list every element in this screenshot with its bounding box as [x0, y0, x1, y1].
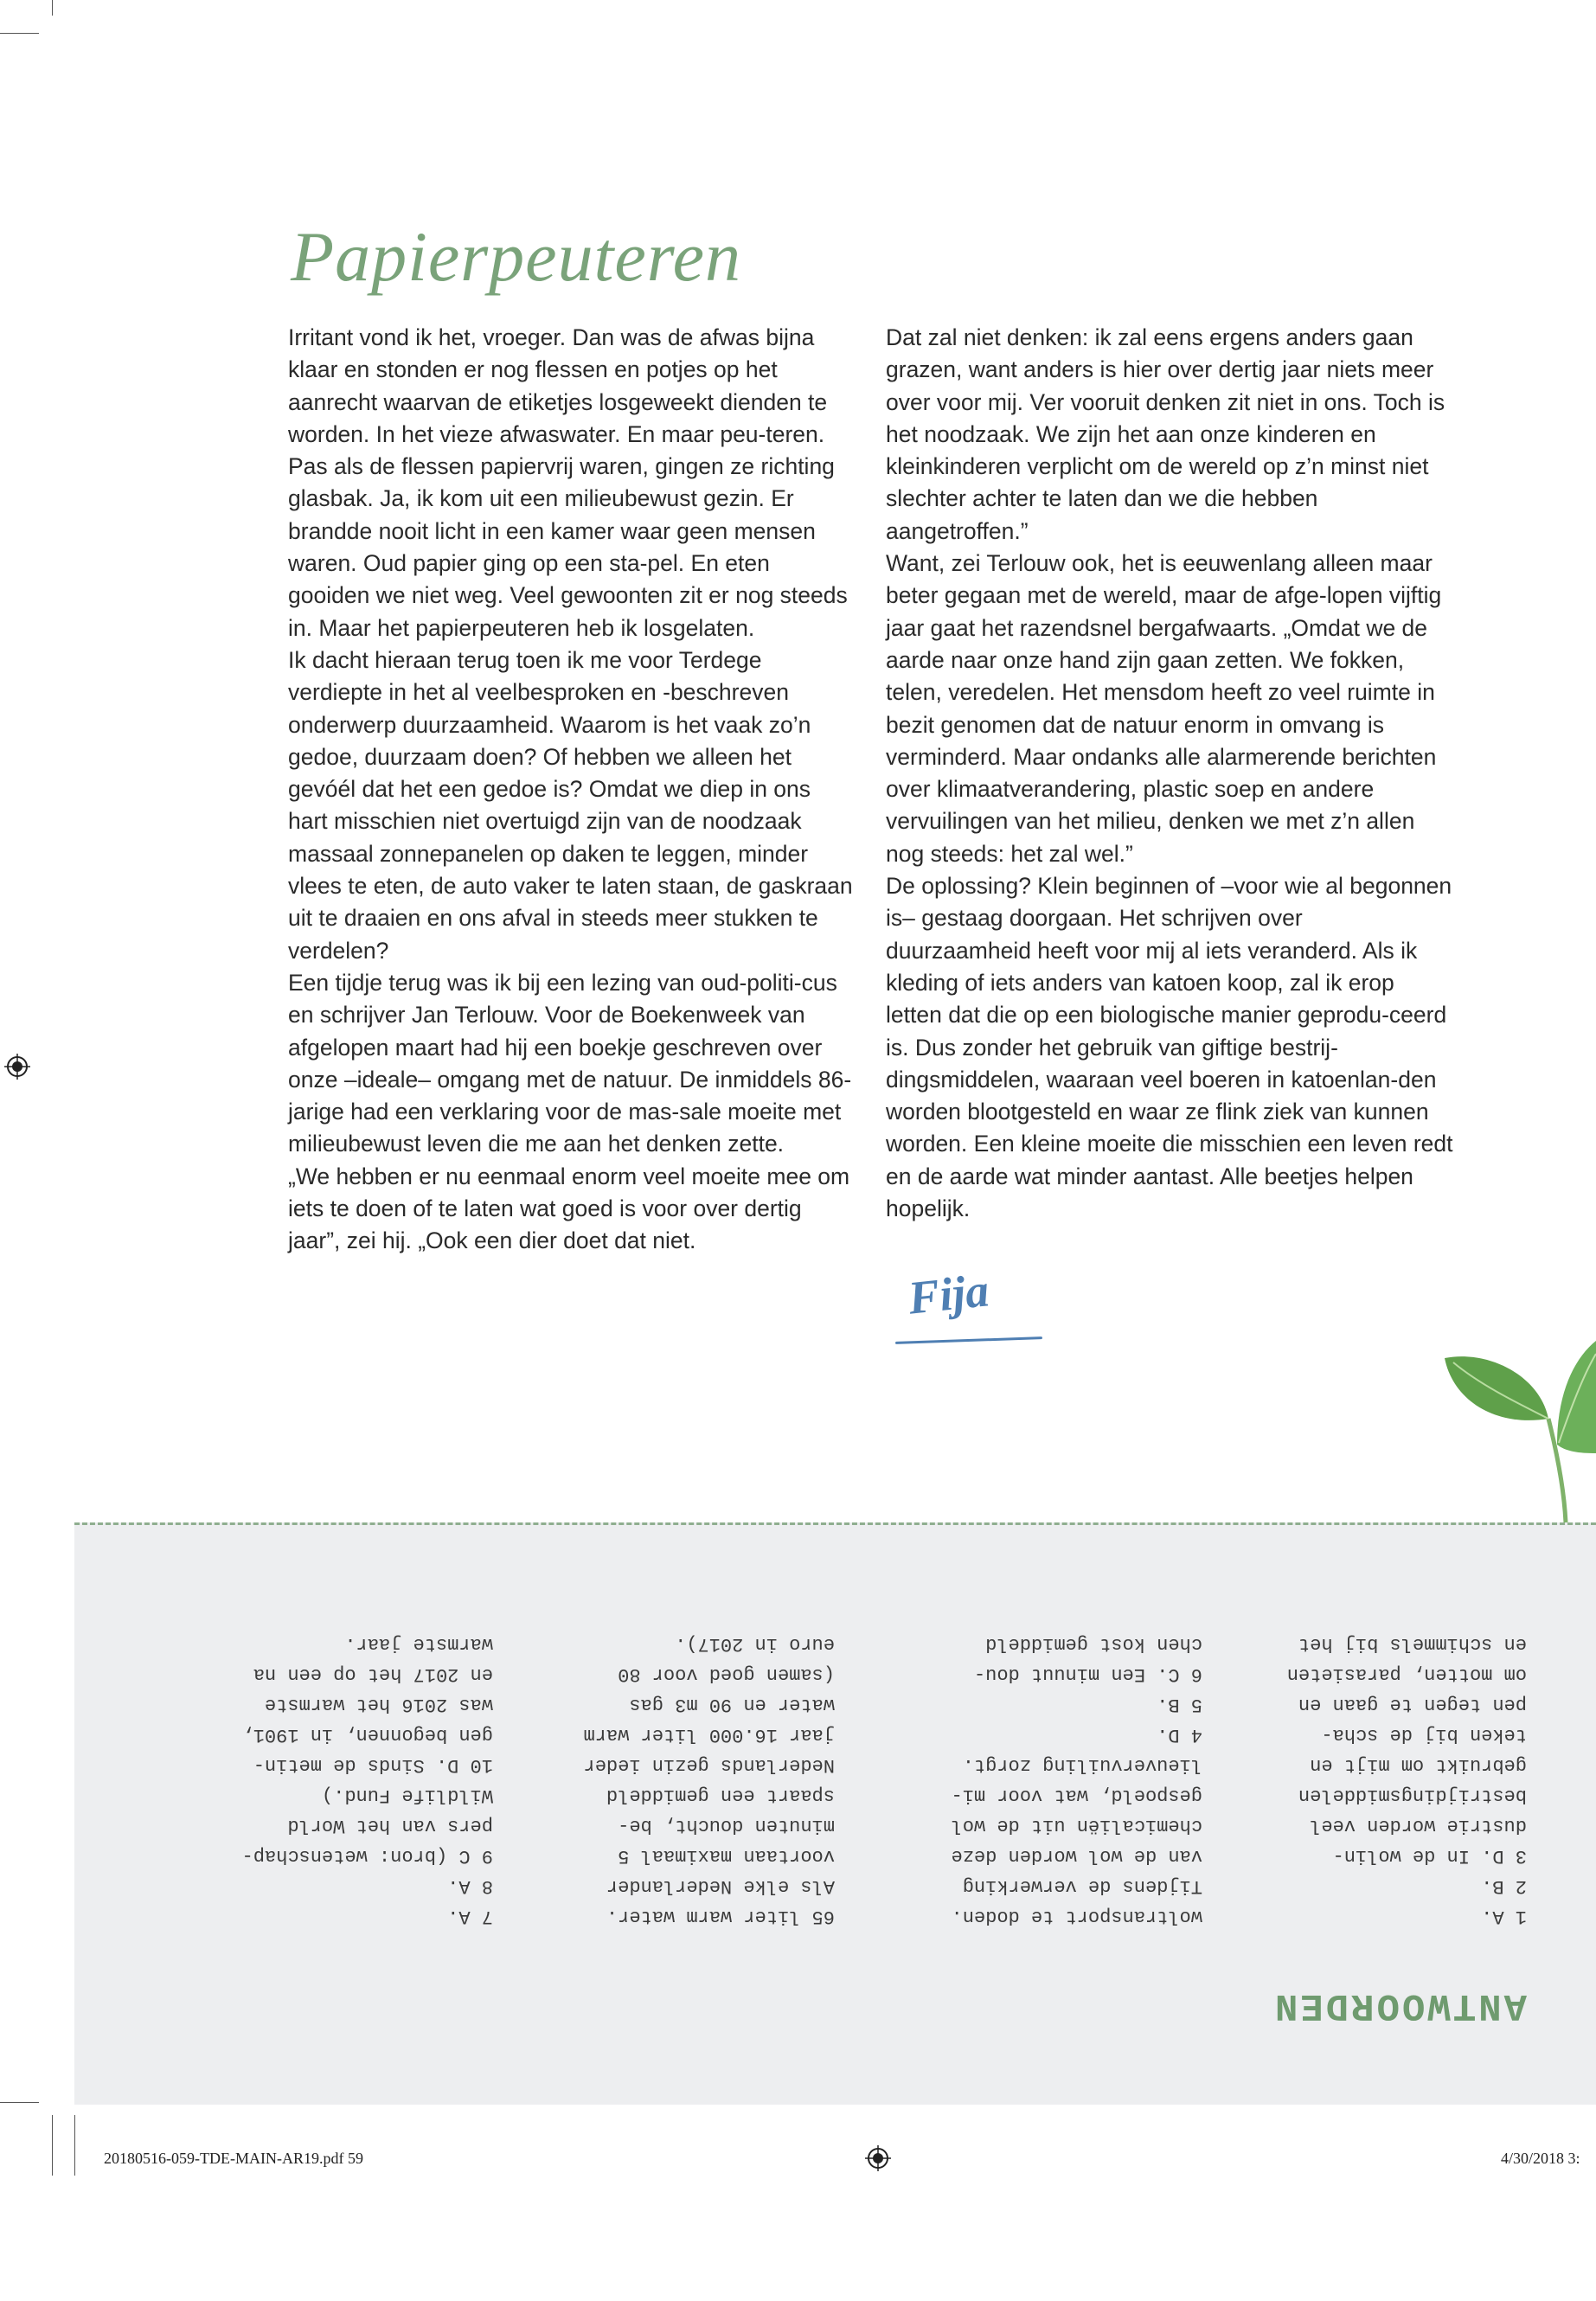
crop-mark — [0, 2102, 39, 2103]
crop-mark — [0, 33, 39, 34]
paragraph: Irritant vond ik het, vroeger. Dan was de afwas bijna klaar en stonden er nog flessen en potjes op het aanrecht waarvan de etiketjes losgeweekt dienden te worden. In het vieze afwaswater. En maar peu-teren. Pas als de flessen papiervrij waren, gingen ze richting glasbak. Ja, ik kom uit een milieubewust gezin. Er brandde nooit licht in een kamer waar geen mensen waren. Oud papier ging op een sta-pel. En eten gooiden we niet weg. Veel gewoonten zit er nog steeds in. Maar het papierpeuteren heb ik losgelaten. — [288, 324, 848, 641]
answers-column: 7 A. 8 A. 9 C (bron: wetenschap- pers van het World Wildlife Fund.) 10 D. Sinds de metin- gen begonnen, in 1901, was 2016 het warmste en 2017 het op een na warmste jaar. — [241, 1633, 493, 1927]
paragraph: Want, zei Terlouw ook, het is eeuwenlang alleen maar beter gegaan met de wereld, maar de afge-lopen vijftig jaar gaat het razendsnel bergafwaarts. „Omdat we de aarde naar onze hand zijn gaan zetten. We fokken, telen, veredelen. Het mensdom heeft zo veel ruimte in bezit genomen dat de natuur enorm in omvang is verminderd. Maar ondanks alle alarmerende berichten over klimaatverandering, plastic soep en andere vervuilingen van het milieu, denken we met z’n allen nog steeds: het zal wel.” — [886, 550, 1442, 867]
leaf-icon — [1436, 1324, 1596, 1522]
registration-mark-icon — [4, 1054, 30, 1080]
signature: Fija — [906, 1264, 991, 1324]
footer-filename: 20180516-059-TDE-MAIN-AR19.pdf 59 — [104, 2150, 363, 2167]
registration-mark-icon — [865, 2145, 891, 2171]
crop-mark — [52, 2115, 53, 2176]
paragraph: Dat zal niet denken: ik zal eens ergens anders gaan grazen, want anders is hier over dertig jaar niets meer over voor mij. Ver vooruit denken zit niet in ons. Toch is het noodzaak. We zijn het aan onze kinderen en kleinkinderen verplicht om de wereld op z’n minst niet slechter achter te laten dan we die hebben aangetroffen.” — [886, 324, 1445, 544]
footer-date: 4/30/2018 3: — [1501, 2150, 1580, 2167]
paragraph: De oplossing? Klein beginnen of –voor wie al begonnen is– gestaag doorgaan. Het schrijven over duurzaamheid heeft voor mij al iets veranderd. Als ik kleding of iets anders van katoen koop, zal ik erop letten dat die op een biologische manier geprodu-ceerd is. Dus zonder het gebruik van giftige bestrij-dingsmiddelen, waaraan veel boeren in katoenlan-den worden blootgesteld en waar ze flink ziek van kunnen worden. Een kleine moeite die misschien een leven redt en de aarde wat minder aantast. Alle beetjes helpen hopelijk. — [886, 873, 1453, 1222]
answers-rotated — [74, 1525, 1596, 2105]
paragraph: Een tijdje terug was ik bij een lezing van oud-politi-cus en schrijver Jan Terlouw. Voor de Boekenweek van afgelopen maart had hij een boekje geschreven over onze –ideale– omgang met de natuur. De inmiddels 86-jarige had een verklaring voor de mas-sale moeite met milieubewust leven die me aan het denken zette. — [288, 969, 852, 1157]
signature-underline — [895, 1336, 1042, 1344]
answers-column: 65 liter warm water. Als elke Nederlander voortaan maximaal 5 minuten doucht, be- spaart een gemiddeld Nederlands gezin ieder jaar 16.000 liter warm water en 90 m3 gas (samen goed voor 80 euro in 2017). — [583, 1633, 835, 1927]
crop-mark — [74, 2115, 75, 2176]
article-title: Papierpeuteren — [291, 217, 742, 296]
crop-mark — [52, 0, 53, 16]
paragraph: „We hebben er nu eenmaal enorm veel moeite mee om iets te doen of te laten wat goed is voor over dertig jaar”, zei hij. „Ook een dier doet dat niet. — [288, 1163, 850, 1254]
answers-column: 1 A. 2 B. 3 D. In de wolin- dustrie worden veel bestrijdingsmiddelen gebruikt om mijt en teken bij de scha- pen tegen te gaan en om motten, parasieten en schimmels bij het — [1286, 1633, 1527, 1927]
answers-column: woltransport te doden. Tijdens de verwerking van de wol worden deze chemicaliën uit de wol gespoeld, wat voor mi- lieuvervuiling zorgt. 4 D. 5 B. 6 C. Een minuut dou- chen kost gemiddeld — [951, 1633, 1202, 1927]
answers-box — [74, 1522, 1596, 2105]
article-column-left — [288, 322, 856, 1258]
paragraph: Ik dacht hieraan terug toen ik me voor Terdege verdiepte in het al veelbesproken en -beschreven onderwerp duurzaamheid. Waarom is het vaak zo’n gedoe, duurzaam doen? Of hebben we alleen het gevóél dat het een gedoe is? Omdat we diep in ons hart misschien niet overtuigd zijn van de noodzaak massaal zonnepanelen op daken te leggen, minder vlees te eten, de auto vaker te laten staan, de gaskraan uit te draaien en ons afval in steeds meer stukken te verdelen? — [288, 646, 853, 964]
article-column-right — [886, 322, 1453, 1225]
answers-title: ANTWOORDEN — [1272, 1984, 1527, 2027]
